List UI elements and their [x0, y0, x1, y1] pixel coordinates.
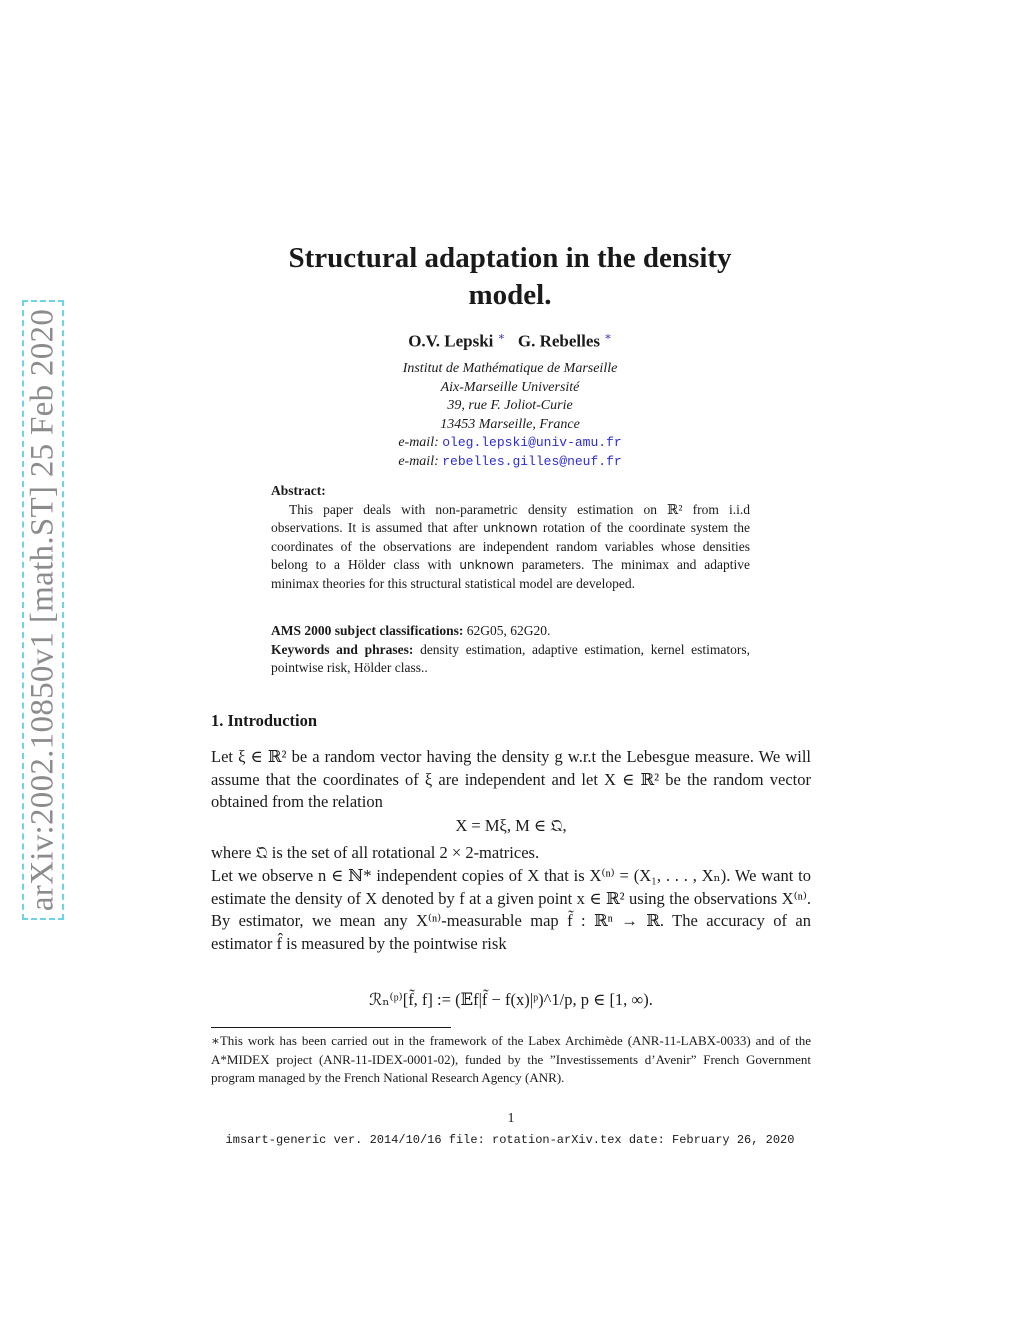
keywords-label: Keywords and phrases:: [271, 641, 414, 657]
document-footer: imsart-generic ver. 2014/10/16 file: rotation-arXiv.tex date: February 26, 2020: [225, 1133, 795, 1147]
arxiv-identifier: arXiv:2002.10850v1 [math.ST] 25 Feb 2020: [24, 308, 61, 912]
abstract-text-part-3: parameters. The minimax and adaptive minimax theories for this structural statistical model are developed.: [271, 557, 750, 591]
author-list: [200, 330, 820, 352]
paper-title: [200, 240, 820, 314]
author-lepski: O.V. Lepski: [408, 331, 494, 351]
abstract-block: [271, 482, 750, 593]
classification-block: [271, 622, 750, 678]
author-footnote-mark[interactable]: ∗: [497, 331, 506, 343]
keywords-row: [271, 641, 750, 678]
equation-pointwise-risk: ℛₙ⁽ᵖ⁾[f̃, f] := (𝔼f|f̃ − f(x)|ᵖ)^1/p, p ∈ [1, ∞).: [369, 990, 653, 1009]
intro-paragraph-2: where 𝔔 is the set of all rotational 2 × 2-matrices.: [211, 843, 540, 862]
email-link-lepski[interactable]: oleg.lepski@univ-amu.fr: [442, 435, 622, 450]
footnote-funding: ∗This work has been carried out in the framework of the Labex Archimède (ANR-11-LABX-0033) and of the A*MIDEX project (ANR-11-IDEX-0001-02), funded by the ”Investissements d’Avenir” French Government program managed by the French National Research Agency (ANR).: [211, 1033, 811, 1085]
author-footnote-mark[interactable]: ∗: [604, 331, 612, 343]
email-label: e-mail:: [398, 435, 439, 450]
email-label: e-mail:: [398, 453, 439, 469]
ams-value: 62G05, 62G20.: [466, 623, 551, 638]
abstract-unknown-word: unknown: [483, 521, 538, 535]
footnote-rule: [211, 1027, 451, 1028]
section-heading-introduction: 1. Introduction: [211, 711, 318, 730]
intro-paragraph-1: Let ξ ∈ ℝ² be a random vector having the density g w.r.t the Lebesgue measure. We will assume that the coordinates of ξ are independent and let X ∈ ℝ² be the random vector obtained from the relation: [211, 747, 811, 811]
abstract-label: Abstract:: [271, 483, 326, 498]
affiliation-city: 13453 Marseille, France: [440, 416, 580, 432]
intro-paragraph-3: Let we observe n ∈ ℕ* independent copies of X that is X⁽ⁿ⁾ = (X₁, . . . , Xₙ). We want to estimate the density of X denoted by f at a given point x ∈ ℝ² using the observations X⁽ⁿ⁾. By estimator, we mean any X⁽ⁿ⁾-measurable map f̃ : ℝⁿ → ℝ. The accuracy of an estimator f̂ is measured by the pointwise risk: [211, 866, 811, 953]
abstract-unknown-word: unknown: [459, 558, 514, 572]
abstract-text-part-2: rotation of the coordinate system the coordinates of the observations are independent random variables whose densities belong to a Hölder class with: [271, 520, 751, 572]
title-line-1: Structural adaptation in the density: [288, 242, 732, 274]
ams-label: AMS 2000 subject classifications:: [271, 623, 464, 638]
abstract-text-part-1: This paper deals with non-parametric density estimation on ℝ² from i.i.d observations. It is assumed that after: [271, 501, 750, 535]
affiliation-street: 39, rue F. Joliot-Curie: [447, 398, 573, 413]
email-row-1: [200, 434, 820, 453]
email-row-2: [200, 453, 820, 472]
keywords-value: density estimation, adaptive estimation, kernel estimators, pointwise risk, Hölder class..: [271, 641, 751, 675]
affiliation-university: Aix-Marseille Université: [440, 379, 580, 395]
email-link-rebelles[interactable]: rebelles.gilles@neuf.fr: [442, 453, 622, 469]
equation-relation: X = Mξ, M ∈ 𝔔,: [455, 816, 567, 835]
affiliation-institute: Institut de Mathématique de Marseille: [402, 361, 618, 376]
title-line-2: model.: [468, 279, 552, 311]
page-number: 1: [507, 1111, 515, 1126]
abstract-text: [271, 501, 750, 594]
author-rebelles: G. Rebelles: [517, 331, 601, 351]
affiliation-block: [200, 360, 820, 471]
ams-classification: [271, 622, 750, 641]
